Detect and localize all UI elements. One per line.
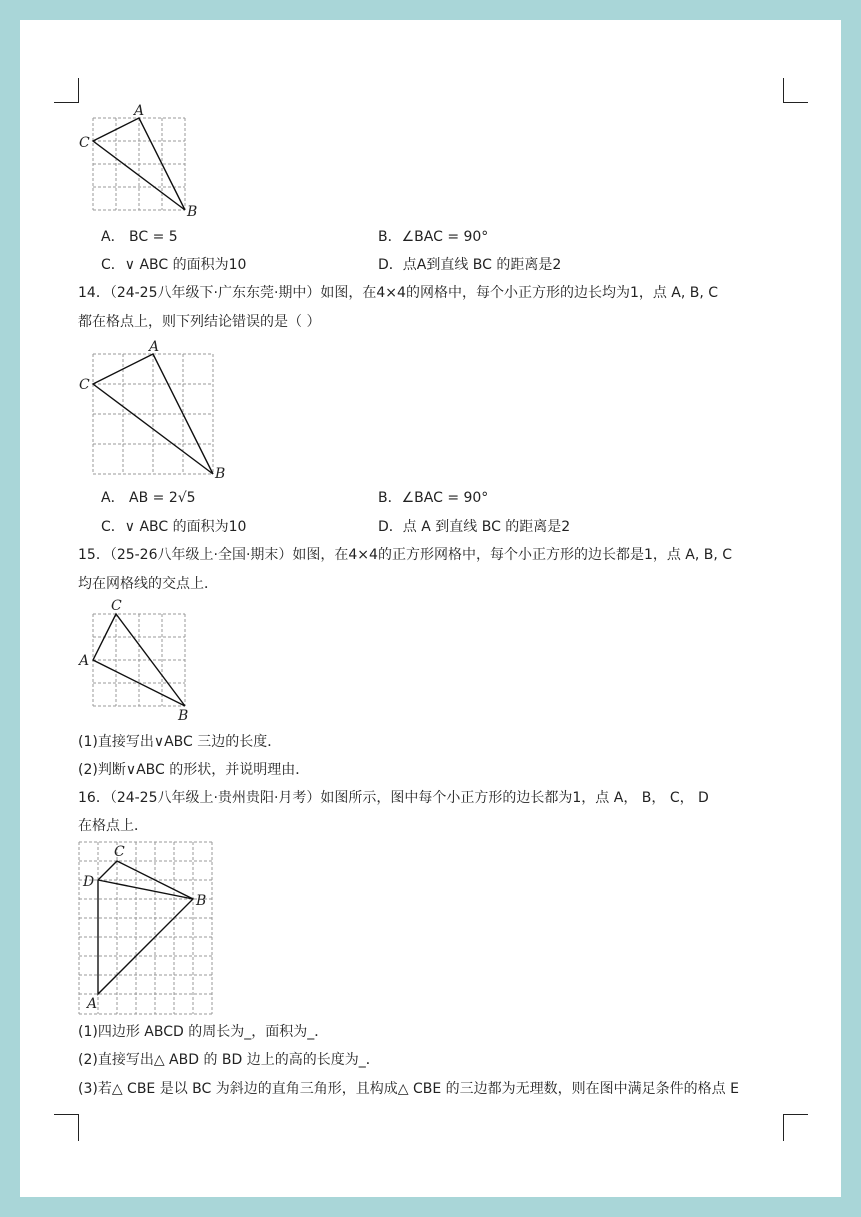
q14-label-b: B bbox=[215, 466, 226, 482]
q15-label-a: A bbox=[79, 653, 90, 669]
q16-quadrilateral bbox=[98, 861, 193, 994]
q15-stem-line2: 均在网格线的交点上． bbox=[78, 576, 218, 592]
corner-mark-bottom-right bbox=[783, 1114, 808, 1141]
q16-stem-line2: 在格点上． bbox=[78, 818, 148, 834]
q16-stem-line1: 16．（24-25八年级上·贵州贵阳·月考）如图所示，图中每个小正方形的边长都为1，点 A， B， C， D bbox=[78, 790, 709, 806]
q13-label-a: A bbox=[134, 103, 145, 119]
q14-option-a: A． AB = 2√5 bbox=[101, 490, 196, 506]
q14-label-c: C bbox=[79, 377, 90, 393]
q13-grid bbox=[93, 118, 185, 210]
q16-part-2: (2)直接写出△ ABD 的 BD 边上的高的长度为_． bbox=[78, 1052, 380, 1068]
q16-figure bbox=[76, 836, 236, 1016]
q16-part-3: (3)若△ CBE 是以 BC 为斜边的直角三角形，且构成△ CBE 的三边都为无理数，则在图中满足条件的格点 E bbox=[78, 1081, 739, 1097]
q13-option-a: A． BC = 5 bbox=[101, 229, 178, 245]
corner-mark-bottom-left bbox=[54, 1114, 79, 1141]
q14-option-c: C．∨ ABC 的面积为10 bbox=[101, 519, 247, 535]
q13-option-d: D．点A到直线 BC 的距离是2 bbox=[378, 257, 562, 273]
q16-diagonal-bd bbox=[98, 880, 193, 899]
q16-grid bbox=[79, 842, 212, 1014]
q16-label-b: B bbox=[196, 893, 207, 909]
q15-label-b: B bbox=[178, 708, 189, 724]
q16-part-1: (1)四边形 ABCD 的周长为_，面积为_． bbox=[78, 1024, 329, 1040]
q15-grid bbox=[93, 614, 185, 706]
q15-part-1: (1)直接写出∨ABC 三边的长度． bbox=[78, 734, 282, 750]
corner-mark-top-right bbox=[783, 78, 808, 103]
q15-stem-line1: 15．（25-26八年级上·全国·期末）如图，在4×4的正方形网格中，每个小正方形的边长都是1，点 A, B, C bbox=[78, 547, 733, 563]
q14-label-a: A bbox=[149, 339, 160, 355]
q13-option-b: B．∠BAC = 90° bbox=[378, 229, 489, 245]
corner-mark-top-left bbox=[54, 78, 79, 103]
q15-label-c: C bbox=[111, 598, 122, 614]
q14-option-d: D．点 A 到直线 BC 的距离是2 bbox=[378, 519, 571, 535]
q13-label-c: C bbox=[79, 135, 90, 151]
q16-label-d: D bbox=[83, 874, 95, 890]
q13-option-c: C．∨ ABC 的面积为10 bbox=[101, 257, 247, 273]
q15-part-2: (2)判断∨ABC 的形状，并说明理由． bbox=[78, 762, 310, 778]
q15-figure bbox=[76, 598, 206, 724]
q16-label-a: A bbox=[87, 996, 98, 1012]
q14-grid bbox=[93, 354, 213, 474]
q13-figure bbox=[76, 104, 196, 220]
q14-figure bbox=[76, 340, 236, 485]
q16-label-c: C bbox=[114, 844, 125, 860]
q13-label-b: B bbox=[187, 204, 198, 220]
q14-option-b: B．∠BAC = 90° bbox=[378, 490, 489, 506]
q14-stem-line2: 都在格点上，则下列结论错误的是（ ） bbox=[78, 314, 321, 330]
q14-stem-line1: 14．（24-25八年级下·广东东莞·期中）如图，在4×4的网格中，每个小正方形的边长均为1，点 A, B, C bbox=[78, 285, 719, 301]
